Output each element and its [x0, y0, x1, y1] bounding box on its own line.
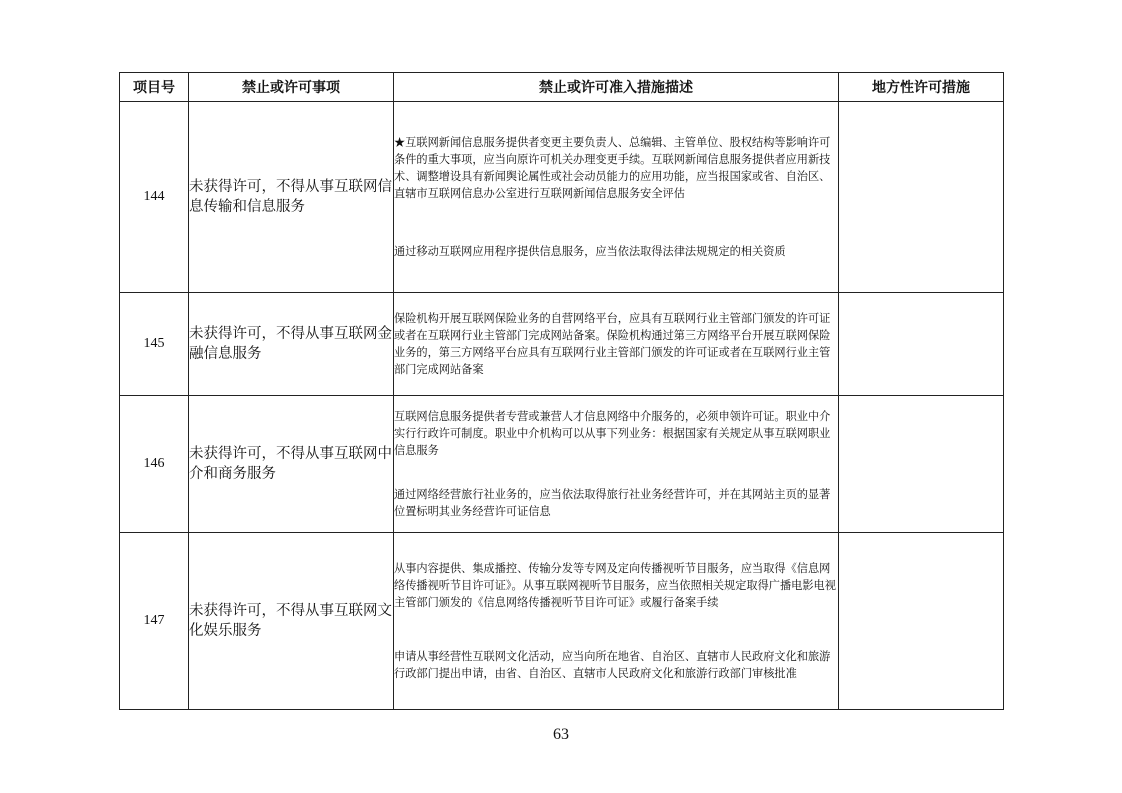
restriction-item: 未获得许可，不得从事互联网文化娱乐服务: [189, 533, 394, 710]
measure-description: [394, 396, 839, 533]
local-measure: [839, 533, 1004, 710]
description-paragraph: 申请从事经营性互联网文化活动，应当向所在地省、自治区、直辖市人民政府文化和旅游行政部门提出申请，由省、自治区、直辖市人民政府文化和旅游行政部门审核批准: [394, 650, 831, 680]
description-paragraph: 通过网络经营旅行社业务的，应当依法取得旅行社业务经营许可，并在其网站主页的显著位置标明其业务经营许可证信息: [394, 488, 831, 518]
item-number: 144: [120, 102, 189, 293]
regulation-table: [119, 72, 1004, 710]
restriction-item: 未获得许可，不得从事互联网金融信息服务: [189, 293, 394, 396]
measure-description: [394, 533, 839, 710]
restriction-item: 未获得许可，不得从事互联网信息传输和信息服务: [189, 102, 394, 293]
measure-description: [394, 102, 839, 293]
description-paragraph: 保险机构开展互联网保险业务的自营网络平台，应具有互联网行业主管部门颁发的许可证或者在互联网行业主管部门完成网站备案。保险机构通过第三方网络平台开展互联网保险业务的，第三方网络平台应具有互联网行业主管部门颁发的许可证或者在互联网行业主管部门完成网站备案: [394, 312, 831, 376]
description-paragraph: 通过移动互联网应用程序提供信息服务，应当依法取得法律法规规定的相关资质: [394, 245, 786, 258]
item-number: 146: [120, 396, 189, 533]
description-paragraph: 互联网信息服务提供者专营或兼营人才信息网络中介服务的，必须申领许可证。职业中介实行行政许可制度。职业中介机构可以从事下列业务：根据国家有关规定从事互联网职业信息服务: [394, 410, 831, 457]
description-paragraph: 从事内容提供、集成播控、传输分发等专网及定向传播视听节目服务，应当取得《信息网络传播视听节目许可证》。从事互联网视听节目服务，应当依照相关规定取得广播电影电视主管部门颁发的《信息网络传播视听节目许可证》或履行备案手续: [394, 562, 836, 609]
table-row: [120, 396, 1004, 533]
item-number: 145: [120, 293, 189, 396]
item-number: 147: [120, 533, 189, 710]
restriction-item: 未获得许可，不得从事互联网中介和商务服务: [189, 396, 394, 533]
header-row: [120, 73, 1004, 102]
page-number: 63: [553, 726, 569, 743]
local-measure: [839, 102, 1004, 293]
local-measure: [839, 396, 1004, 533]
header-measure-description: 禁止或许可准入措施描述: [394, 73, 839, 102]
local-measure: [839, 293, 1004, 396]
table-row: [120, 293, 1004, 396]
description-paragraph: ★互联网新闻信息服务提供者变更主要负责人、总编辑、主管单位、股权结构等影响许可条件的重大事项，应当向原许可机关办理变更手续。互联网新闻信息服务提供者应用新技术、调整增设具有新闻舆论属性或社会动员能力的应用功能，应当报国家或省、自治区、直辖市互联网信息办公室进行互联网新闻信息服务安全评估: [394, 136, 831, 200]
measure-description: [394, 293, 839, 396]
table-row: [120, 533, 1004, 710]
table-row: [120, 102, 1004, 293]
header-local-measures: 地方性许可措施: [839, 73, 1004, 102]
header-restriction-item: 禁止或许可事项: [189, 73, 394, 102]
header-item-number: 项目号: [120, 73, 189, 102]
